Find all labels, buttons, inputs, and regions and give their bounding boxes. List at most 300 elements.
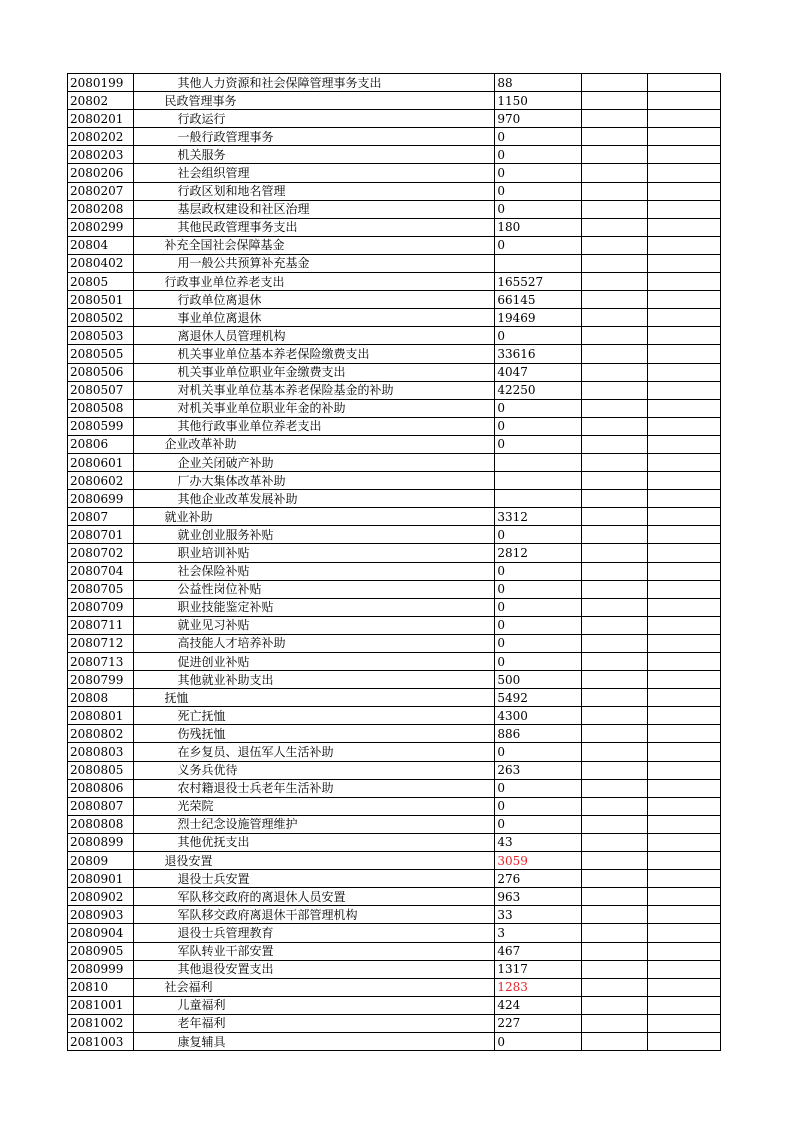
amount-cell: 19469: [495, 309, 581, 327]
subject-name-cell: 行政区划和地名管理: [133, 182, 495, 200]
subject-code-cell: 2080805: [68, 761, 134, 779]
subject-name-cell: 其他优抚支出: [133, 833, 495, 851]
table-row: [68, 200, 721, 218]
empty-cell: [648, 996, 721, 1014]
subject-name-cell: 行政单位离退休: [133, 291, 495, 309]
subject-code-cell: 2080901: [68, 870, 134, 888]
subject-code-cell: 20805: [68, 273, 134, 291]
table-row: [68, 960, 721, 978]
subject-name-cell: 职业培训补贴: [133, 544, 495, 562]
empty-cell: [648, 381, 721, 399]
empty-cell: [581, 852, 648, 870]
subject-name-cell: 公益性岗位补贴: [133, 580, 495, 598]
table-row: [68, 852, 721, 870]
subject-name-cell: 企业改革补助: [133, 435, 495, 453]
subject-code-cell: 2080203: [68, 146, 134, 164]
subject-code-cell: 2080713: [68, 653, 134, 671]
table-row: [68, 490, 721, 508]
table-row: [68, 725, 721, 743]
table-row: [68, 381, 721, 399]
empty-cell: [648, 110, 721, 128]
subject-name-cell: 光荣院: [133, 797, 495, 815]
table-row: [68, 399, 721, 417]
empty-cell: [581, 92, 648, 110]
empty-cell: [581, 797, 648, 815]
empty-cell: [581, 182, 648, 200]
empty-cell: [581, 616, 648, 634]
empty-cell: [581, 653, 648, 671]
subject-name-cell: 高技能人才培养补助: [133, 634, 495, 652]
subject-code-cell: 20802: [68, 92, 134, 110]
empty-cell: [581, 309, 648, 327]
empty-cell: [648, 345, 721, 363]
subject-name-cell: 老年福利: [133, 1014, 495, 1032]
table-row: [68, 453, 721, 471]
subject-name-cell: 社会组织管理: [133, 164, 495, 182]
subject-name-cell: 儿童福利: [133, 996, 495, 1014]
empty-cell: [648, 797, 721, 815]
empty-cell: [648, 852, 721, 870]
subject-name-cell: 促进创业补贴: [133, 653, 495, 671]
subject-code-cell: 2080802: [68, 725, 134, 743]
amount-cell: 0: [495, 417, 581, 435]
subject-name-cell: 厂办大集体改革补助: [133, 472, 495, 490]
amount-cell: 227: [495, 1014, 581, 1032]
empty-cell: [648, 236, 721, 254]
amount-cell: 0: [495, 526, 581, 544]
subject-code-cell: 20804: [68, 236, 134, 254]
amount-cell: 4047: [495, 363, 581, 381]
empty-cell: [648, 906, 721, 924]
empty-cell: [581, 580, 648, 598]
amount-cell: 276: [495, 870, 581, 888]
subject-code-cell: 2080599: [68, 417, 134, 435]
table-row: [68, 526, 721, 544]
table-row: [68, 218, 721, 236]
table-row: [68, 815, 721, 833]
empty-cell: [581, 544, 648, 562]
table-row: [68, 1014, 721, 1032]
table-row: [68, 273, 721, 291]
amount-cell: 0: [495, 1032, 581, 1050]
subject-code-cell: 2080711: [68, 616, 134, 634]
subject-code-cell: 2080199: [68, 74, 134, 92]
subject-name-cell: 军队移交政府的离退休人员安置: [133, 888, 495, 906]
subject-code-cell: 2080807: [68, 797, 134, 815]
amount-cell: 0: [495, 634, 581, 652]
empty-cell: [648, 942, 721, 960]
empty-cell: [581, 273, 648, 291]
subject-code-cell: 2080402: [68, 254, 134, 272]
subject-name-cell: 其他人力资源和社会保障管理事务支出: [133, 74, 495, 92]
empty-cell: [581, 725, 648, 743]
table-row: [68, 146, 721, 164]
table-row: [68, 110, 721, 128]
subject-name-cell: 补充全国社会保障基金: [133, 236, 495, 254]
budget-table-body: [68, 74, 721, 1051]
empty-cell: [648, 888, 721, 906]
empty-cell: [581, 689, 648, 707]
amount-cell: 4300: [495, 707, 581, 725]
empty-cell: [648, 200, 721, 218]
empty-cell: [581, 146, 648, 164]
empty-cell: [648, 924, 721, 942]
empty-cell: [581, 291, 648, 309]
empty-cell: [648, 218, 721, 236]
empty-cell: [648, 634, 721, 652]
amount-cell: 0: [495, 562, 581, 580]
amount-cell: 1317: [495, 960, 581, 978]
table-row: [68, 634, 721, 652]
subject-code-cell: 2080208: [68, 200, 134, 218]
table-row: [68, 327, 721, 345]
empty-cell: [648, 598, 721, 616]
amount-cell: 3059: [495, 852, 581, 870]
subject-name-cell: 企业关闭破产补助: [133, 453, 495, 471]
subject-code-cell: 2080503: [68, 327, 134, 345]
table-row: [68, 580, 721, 598]
subject-code-cell: 2080803: [68, 743, 134, 761]
subject-code-cell: 2080902: [68, 888, 134, 906]
table-row: [68, 74, 721, 92]
empty-cell: [648, 689, 721, 707]
empty-cell: [581, 815, 648, 833]
empty-cell: [648, 254, 721, 272]
subject-code-cell: 2080801: [68, 707, 134, 725]
subject-name-cell: 民政管理事务: [133, 92, 495, 110]
subject-name-cell: 机关事业单位基本养老保险缴费支出: [133, 345, 495, 363]
subject-code-cell: 20809: [68, 852, 134, 870]
empty-cell: [648, 146, 721, 164]
amount-cell: 2812: [495, 544, 581, 562]
amount-cell: 0: [495, 797, 581, 815]
empty-cell: [581, 996, 648, 1014]
amount-cell: 500: [495, 671, 581, 689]
subject-code-cell: 2080808: [68, 815, 134, 833]
subject-code-cell: 2080702: [68, 544, 134, 562]
amount-cell: [495, 472, 581, 490]
table-row: [68, 689, 721, 707]
amount-cell: 1283: [495, 978, 581, 996]
amount-cell: 0: [495, 598, 581, 616]
subject-code-cell: 2080299: [68, 218, 134, 236]
empty-cell: [648, 309, 721, 327]
subject-code-cell: 2080701: [68, 526, 134, 544]
subject-name-cell: 机关事业单位职业年金缴费支出: [133, 363, 495, 381]
subject-code-cell: 20807: [68, 508, 134, 526]
subject-code-cell: 2080899: [68, 833, 134, 851]
empty-cell: [581, 634, 648, 652]
table-row: [68, 182, 721, 200]
amount-cell: 0: [495, 236, 581, 254]
empty-cell: [581, 833, 648, 851]
empty-cell: [581, 472, 648, 490]
subject-name-cell: 一般行政管理事务: [133, 128, 495, 146]
amount-cell: 66145: [495, 291, 581, 309]
table-row: [68, 562, 721, 580]
empty-cell: [648, 653, 721, 671]
subject-name-cell: 军队转业干部安置: [133, 942, 495, 960]
empty-cell: [581, 363, 648, 381]
empty-cell: [581, 236, 648, 254]
empty-cell: [648, 399, 721, 417]
table-row: [68, 870, 721, 888]
empty-cell: [648, 707, 721, 725]
table-row: [68, 707, 721, 725]
empty-cell: [581, 218, 648, 236]
subject-code-cell: 2080709: [68, 598, 134, 616]
empty-cell: [581, 508, 648, 526]
subject-code-cell: 2080508: [68, 399, 134, 417]
amount-cell: 0: [495, 128, 581, 146]
subject-name-cell: 其他退役安置支出: [133, 960, 495, 978]
subject-name-cell: 其他企业改革发展补助: [133, 490, 495, 508]
amount-cell: 43: [495, 833, 581, 851]
empty-cell: [648, 417, 721, 435]
amount-cell: [495, 453, 581, 471]
subject-name-cell: 退役安置: [133, 852, 495, 870]
table-row: [68, 888, 721, 906]
subject-code-cell: 2080704: [68, 562, 134, 580]
amount-cell: 0: [495, 779, 581, 797]
subject-code-cell: 2080507: [68, 381, 134, 399]
subject-name-cell: 退役士兵管理教育: [133, 924, 495, 942]
subject-code-cell: 2080202: [68, 128, 134, 146]
amount-cell: 0: [495, 399, 581, 417]
table-row: [68, 544, 721, 562]
empty-cell: [581, 562, 648, 580]
subject-code-cell: 2081001: [68, 996, 134, 1014]
subject-name-cell: 基层政权建设和社区治理: [133, 200, 495, 218]
subject-code-cell: 2080903: [68, 906, 134, 924]
empty-cell: [581, 345, 648, 363]
empty-cell: [648, 363, 721, 381]
empty-cell: [581, 888, 648, 906]
subject-code-cell: 2080905: [68, 942, 134, 960]
empty-cell: [581, 906, 648, 924]
empty-cell: [581, 381, 648, 399]
amount-cell: 3312: [495, 508, 581, 526]
subject-name-cell: 就业见习补贴: [133, 616, 495, 634]
amount-cell: 33616: [495, 345, 581, 363]
empty-cell: [581, 924, 648, 942]
empty-cell: [648, 870, 721, 888]
subject-name-cell: 对机关事业单位职业年金的补助: [133, 399, 495, 417]
empty-cell: [648, 92, 721, 110]
empty-cell: [648, 508, 721, 526]
subject-name-cell: 其他就业补助支出: [133, 671, 495, 689]
table-row: [68, 743, 721, 761]
empty-cell: [648, 580, 721, 598]
amount-cell: 0: [495, 435, 581, 453]
subject-code-cell: 2080806: [68, 779, 134, 797]
empty-cell: [581, 960, 648, 978]
empty-cell: [648, 291, 721, 309]
amount-cell: 963: [495, 888, 581, 906]
table-row: [68, 92, 721, 110]
empty-cell: [648, 164, 721, 182]
amount-cell: 424: [495, 996, 581, 1014]
subject-name-cell: 烈士纪念设施管理维护: [133, 815, 495, 833]
table-row: [68, 598, 721, 616]
amount-cell: 180: [495, 218, 581, 236]
subject-name-cell: 军队移交政府离退休干部管理机构: [133, 906, 495, 924]
subject-code-cell: 2080705: [68, 580, 134, 598]
empty-cell: [581, 74, 648, 92]
amount-cell: 0: [495, 327, 581, 345]
empty-cell: [581, 399, 648, 417]
subject-name-cell: 义务兵优待: [133, 761, 495, 779]
table-row: [68, 942, 721, 960]
amount-cell: 886: [495, 725, 581, 743]
table-row: [68, 508, 721, 526]
empty-cell: [648, 74, 721, 92]
empty-cell: [648, 544, 721, 562]
subject-name-cell: 其他民政管理事务支出: [133, 218, 495, 236]
table-row: [68, 761, 721, 779]
table-row: [68, 906, 721, 924]
empty-cell: [581, 417, 648, 435]
amount-cell: 0: [495, 653, 581, 671]
subject-name-cell: 退役士兵安置: [133, 870, 495, 888]
empty-cell: [581, 598, 648, 616]
subject-code-cell: 2080699: [68, 490, 134, 508]
empty-cell: [648, 833, 721, 851]
table-row: [68, 924, 721, 942]
empty-cell: [648, 960, 721, 978]
amount-cell: 5492: [495, 689, 581, 707]
subject-code-cell: 2080501: [68, 291, 134, 309]
amount-cell: 0: [495, 743, 581, 761]
table-row: [68, 779, 721, 797]
subject-name-cell: 死亡抚恤: [133, 707, 495, 725]
empty-cell: [581, 435, 648, 453]
amount-cell: 165527: [495, 273, 581, 291]
subject-code-cell: 20806: [68, 435, 134, 453]
subject-code-cell: 2080904: [68, 924, 134, 942]
subject-name-cell: 机关服务: [133, 146, 495, 164]
subject-name-cell: 在乡复员、退伍军人生活补助: [133, 743, 495, 761]
empty-cell: [581, 164, 648, 182]
subject-code-cell: 2080502: [68, 309, 134, 327]
amount-cell: 0: [495, 146, 581, 164]
empty-cell: [648, 273, 721, 291]
subject-name-cell: 就业创业服务补贴: [133, 526, 495, 544]
empty-cell: [648, 815, 721, 833]
empty-cell: [648, 743, 721, 761]
amount-cell: 33: [495, 906, 581, 924]
table-row: [68, 128, 721, 146]
table-row: [68, 345, 721, 363]
empty-cell: [581, 1014, 648, 1032]
subject-name-cell: 就业补助: [133, 508, 495, 526]
table-row: [68, 978, 721, 996]
subject-code-cell: 2080601: [68, 453, 134, 471]
subject-name-cell: 行政运行: [133, 110, 495, 128]
subject-name-cell: 职业技能鉴定补贴: [133, 598, 495, 616]
subject-code-cell: 2081003: [68, 1032, 134, 1050]
empty-cell: [648, 562, 721, 580]
empty-cell: [581, 526, 648, 544]
empty-cell: [648, 128, 721, 146]
subject-code-cell: 2080712: [68, 634, 134, 652]
empty-cell: [648, 490, 721, 508]
budget-table: [67, 73, 721, 1051]
table-row: [68, 435, 721, 453]
subject-name-cell: 社会福利: [133, 978, 495, 996]
subject-code-cell: 2080201: [68, 110, 134, 128]
subject-name-cell: 其他行政事业单位养老支出: [133, 417, 495, 435]
subject-name-cell: 抚恤: [133, 689, 495, 707]
amount-cell: [495, 490, 581, 508]
empty-cell: [581, 942, 648, 960]
empty-cell: [648, 779, 721, 797]
amount-cell: 88: [495, 74, 581, 92]
amount-cell: 3: [495, 924, 581, 942]
subject-code-cell: 20808: [68, 689, 134, 707]
empty-cell: [648, 725, 721, 743]
subject-code-cell: 2081002: [68, 1014, 134, 1032]
subject-code-cell: 2080506: [68, 363, 134, 381]
table-row: [68, 797, 721, 815]
empty-cell: [581, 453, 648, 471]
table-row: [68, 417, 721, 435]
empty-cell: [581, 761, 648, 779]
amount-cell: 467: [495, 942, 581, 960]
table-row: [68, 291, 721, 309]
empty-cell: [581, 870, 648, 888]
subject-name-cell: 康复辅具: [133, 1032, 495, 1050]
amount-cell: 0: [495, 200, 581, 218]
empty-cell: [581, 779, 648, 797]
empty-cell: [581, 707, 648, 725]
subject-code-cell: 2080206: [68, 164, 134, 182]
table-row: [68, 363, 721, 381]
amount-cell: 0: [495, 616, 581, 634]
subject-name-cell: 社会保险补贴: [133, 562, 495, 580]
subject-code-cell: 2080999: [68, 960, 134, 978]
empty-cell: [581, 671, 648, 689]
subject-code-cell: 2080207: [68, 182, 134, 200]
amount-cell: 1150: [495, 92, 581, 110]
empty-cell: [648, 761, 721, 779]
empty-cell: [648, 435, 721, 453]
empty-cell: [581, 743, 648, 761]
subject-name-cell: 离退休人员管理机构: [133, 327, 495, 345]
empty-cell: [648, 182, 721, 200]
empty-cell: [648, 327, 721, 345]
table-row: [68, 1032, 721, 1050]
subject-name-cell: 农村籍退役士兵老年生活补助: [133, 779, 495, 797]
empty-cell: [581, 1032, 648, 1050]
empty-cell: [581, 978, 648, 996]
table-row: [68, 164, 721, 182]
table-row: [68, 671, 721, 689]
subject-name-cell: 用一般公共预算补充基金: [133, 254, 495, 272]
empty-cell: [581, 254, 648, 272]
empty-cell: [648, 978, 721, 996]
amount-cell: 970: [495, 110, 581, 128]
table-row: [68, 472, 721, 490]
amount-cell: 0: [495, 580, 581, 598]
empty-cell: [581, 200, 648, 218]
subject-name-cell: 对机关事业单位基本养老保险基金的补助: [133, 381, 495, 399]
subject-name-cell: 伤残抚恤: [133, 725, 495, 743]
subject-name-cell: 行政事业单位养老支出: [133, 273, 495, 291]
table-row: [68, 309, 721, 327]
empty-cell: [648, 671, 721, 689]
empty-cell: [648, 453, 721, 471]
